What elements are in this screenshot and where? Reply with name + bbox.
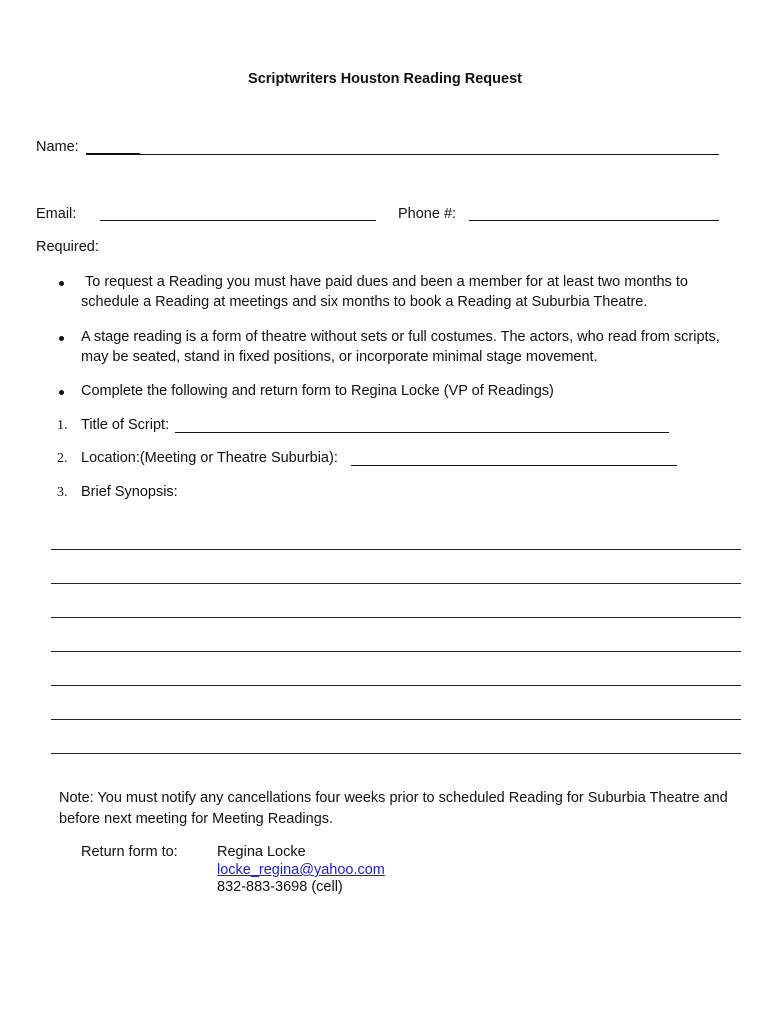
bullet-dot	[59, 390, 64, 395]
name-field[interactable]	[86, 154, 719, 155]
item-number: 2.	[57, 451, 68, 466]
bullet-item-stage-reading: A stage reading is a form of theatre without sets or full costumes. The actors, who read from scripts, may be seated, stand in fixed positions, or incorporate minimal stage movement.	[81, 329, 720, 365]
bullet-dot	[59, 336, 64, 341]
contact-name: Regina Locke	[217, 844, 306, 860]
contact-email-link[interactable]: locke_regina@yahoo.com	[217, 862, 385, 878]
return-form-label: Return form to:	[81, 844, 178, 860]
bullet-dot	[59, 281, 64, 286]
phone-field[interactable]	[469, 220, 719, 221]
name-label: Name:	[36, 139, 79, 155]
email-field[interactable]	[100, 220, 376, 221]
location-field[interactable]	[351, 465, 677, 466]
synopsis-line[interactable]	[51, 685, 741, 686]
synopsis-line[interactable]	[51, 617, 741, 618]
phone-label: Phone #:	[398, 206, 457, 222]
cancellation-note: Note: You must notify any cancellations four weeks prior to scheduled Reading for Suburbia Theatre and before next meeting for Meeting Readings.	[59, 790, 728, 827]
title-of-script-label: Title of Script:	[81, 417, 170, 433]
item-number: 1.	[57, 418, 68, 433]
item-number: 3.	[57, 485, 68, 500]
contact-phone: 832-883-3698 (cell)	[217, 879, 343, 895]
synopsis-line[interactable]	[51, 583, 741, 584]
page-title: Scriptwriters Houston Reading Request	[248, 71, 522, 87]
bullet-item-dues: To request a Reading you must have paid dues and been a member for at least two months to schedule a Reading at meetings and six months to book a Reading at Suburbia Theatre.	[81, 274, 688, 310]
synopsis-line[interactable]	[51, 719, 741, 720]
synopsis-line[interactable]	[51, 753, 741, 754]
synopsis-line[interactable]	[51, 651, 741, 652]
synopsis-line[interactable]	[51, 549, 741, 550]
email-label: Email:	[36, 206, 77, 222]
title-of-script-field[interactable]	[175, 432, 669, 433]
brief-synopsis-label: Brief Synopsis:	[81, 484, 178, 500]
required-label: Required:	[36, 239, 99, 255]
bullet-item-complete: Complete the following and return form to Regina Locke (VP of Readings)	[81, 383, 554, 399]
location-label: Location:(Meeting or Theatre Suburbia):	[81, 450, 338, 466]
